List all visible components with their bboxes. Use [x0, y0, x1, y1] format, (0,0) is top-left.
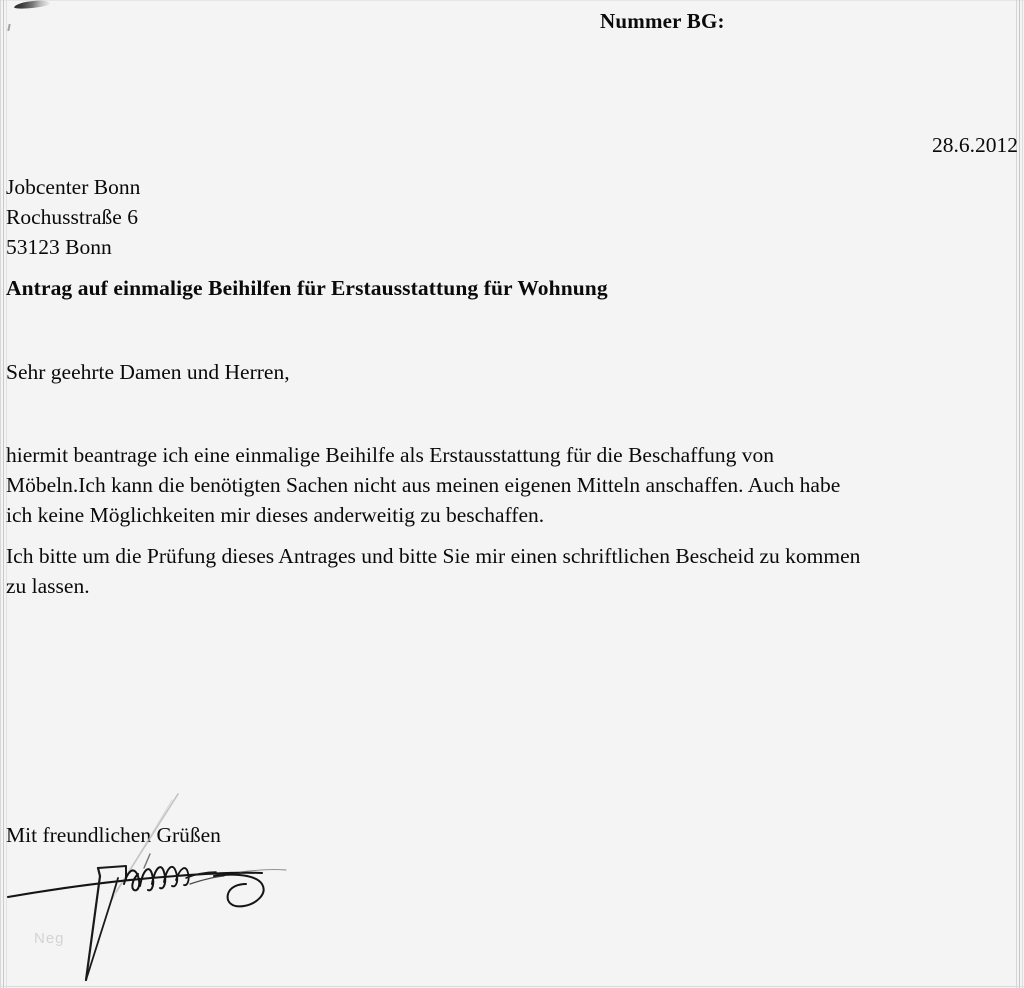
body-paragraph-1-line-3: ich keine Möglichkeiten mir dieses anderweitig zu beschaffen.	[6, 503, 545, 527]
body-paragraph-1-line-2: Möbeln.Ich kann die benötigten Sachen nicht aus meinen eigenen Mitteln anschaffen. Auch habe	[6, 473, 841, 497]
body-paragraph-2-line-2: zu lassen.	[6, 574, 90, 598]
letter-subject: Antrag auf einmalige Beihilfen für Erstausstattung für Wohnung	[6, 276, 608, 300]
body-paragraph-1-line-1: hiermit beantrage ich eine einmalige Beihilfe als Erstausstattung für die Beschaffung von	[6, 443, 774, 467]
nummer-bg-label: Nummer BG:	[600, 9, 725, 33]
letter-closing: Mit freundlichen Grüßen	[6, 823, 221, 847]
recipient-line-1: Jobcenter Bonn	[6, 175, 141, 199]
faint-watermark-artifact: Neg	[34, 930, 65, 947]
recipient-line-3: 53123 Bonn	[6, 235, 112, 259]
letter-salutation: Sehr geehrte Damen und Herren,	[6, 360, 290, 384]
handwritten-signature	[0, 780, 330, 988]
body-paragraph-2-line-1: Ich bitte um die Prüfung dieses Antrages und bitte Sie mir einen schriftlichen Bescheid zu kommen	[6, 544, 861, 568]
letter-date: 28.6.2012	[932, 133, 1018, 157]
recipient-line-2: Rochusstraße 6	[6, 205, 138, 229]
